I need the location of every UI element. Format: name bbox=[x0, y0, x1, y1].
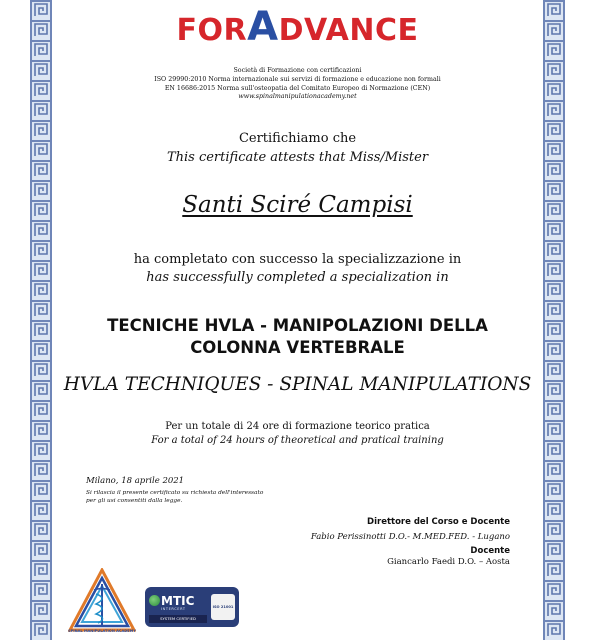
completed-it: ha completato con successo la specializzazione in bbox=[133, 252, 462, 267]
greek-key-motif bbox=[33, 222, 49, 238]
society-line: Società di Formazione con certificazioni bbox=[233, 67, 362, 74]
greek-key-motif bbox=[546, 402, 562, 418]
greek-key-motif bbox=[546, 542, 562, 558]
greek-key-motif bbox=[33, 602, 49, 618]
greek-key-motif bbox=[33, 542, 49, 558]
legal-note-line: Si rilascia il presente certificato su richiesta dell'interessato bbox=[86, 490, 264, 496]
greek-key-motif bbox=[33, 102, 49, 118]
greek-key-motif bbox=[33, 402, 49, 418]
website-text: www.spinalmanipulationacademy.net bbox=[238, 93, 357, 101]
hours-en: For a total of 24 hours of theoretical and pratical training bbox=[151, 435, 444, 446]
greek-key-motif bbox=[546, 482, 562, 498]
legal-note-line: per gli usi consentiti dalla legge. bbox=[86, 498, 183, 504]
greek-key-motif bbox=[33, 622, 49, 638]
completed-en: has successfully completed a specialization in bbox=[146, 270, 449, 285]
director-title: Direttore del Corso e Docente bbox=[367, 517, 510, 527]
greek-key-motif bbox=[546, 462, 562, 478]
greek-key-motif bbox=[33, 462, 49, 478]
certify-en: This certificate attests that Miss/Mister bbox=[166, 150, 429, 165]
mtic-logo-text: MTIC bbox=[161, 594, 195, 608]
greek-key-motif bbox=[546, 622, 562, 638]
foradvance-logo bbox=[0, 4, 595, 50]
academy-label: SPINAL MANIPULATION ACADEMY bbox=[68, 629, 136, 633]
society-line: EN 16686:2015 Norma sull'osteopatia del Comitato Europeo di Normazione (CEN) bbox=[164, 84, 431, 92]
society-line: ISO 29990:2010 Norma internazionale sui servizi di formazione e educazione non formali bbox=[154, 75, 441, 83]
course-title-en: HVLA TECHNIQUES - SPINAL MANIPULATIONS bbox=[63, 374, 532, 395]
spinal-academy-logo-icon bbox=[68, 568, 136, 636]
hours-it: Per un totale di 24 ore di formazione teorico pratica bbox=[165, 421, 430, 432]
teacher-name: Giancarlo Faedi D.O. – Aosta bbox=[387, 557, 510, 567]
globe-icon bbox=[149, 595, 160, 606]
teacher-title: Docente bbox=[470, 546, 510, 556]
logo-text-dvance: DVANCE bbox=[278, 13, 419, 48]
greek-key-motif bbox=[546, 522, 562, 538]
logo-text-a: A bbox=[247, 4, 279, 50]
recipient-name-text: Santi Sciré Campisi bbox=[182, 192, 413, 218]
greek-key-motif bbox=[546, 562, 562, 578]
greek-key-motif bbox=[546, 222, 562, 238]
certify-it: Certifichiamo che bbox=[238, 131, 357, 146]
director-name: Fabio Perissinotti D.O.- M.MED.FED. - Lugano bbox=[310, 532, 510, 542]
greek-key-motif bbox=[546, 502, 562, 518]
greek-key-motif bbox=[33, 502, 49, 518]
logo-text-for: FOR bbox=[176, 13, 248, 48]
mtic-system-certified: SYSTEM CERTIFIED bbox=[149, 615, 207, 623]
course-title-it bbox=[0, 315, 595, 359]
greek-key-motif bbox=[546, 602, 562, 618]
greek-key-motif bbox=[33, 582, 49, 598]
greek-key-motif bbox=[33, 562, 49, 578]
place-date: Milano, 18 aprile 2021 bbox=[86, 476, 185, 486]
greek-key-motif bbox=[33, 522, 49, 538]
mtic-iso-badge: ISO 21001 bbox=[211, 594, 235, 620]
mtic-sub-text: INTERCERT bbox=[161, 607, 186, 611]
mtic-certification-logo bbox=[145, 587, 239, 627]
greek-key-motif bbox=[546, 102, 562, 118]
greek-key-motif bbox=[33, 482, 49, 498]
course-title-line: TECNICHE HVLA - MANIPOLAZIONI DELLA bbox=[107, 316, 488, 335]
greek-key-motif bbox=[546, 582, 562, 598]
course-title-line: COLONNA VERTEBRALE bbox=[190, 338, 405, 357]
society-info bbox=[0, 67, 595, 102]
recipient-name bbox=[0, 192, 595, 218]
legal-note bbox=[86, 489, 263, 505]
